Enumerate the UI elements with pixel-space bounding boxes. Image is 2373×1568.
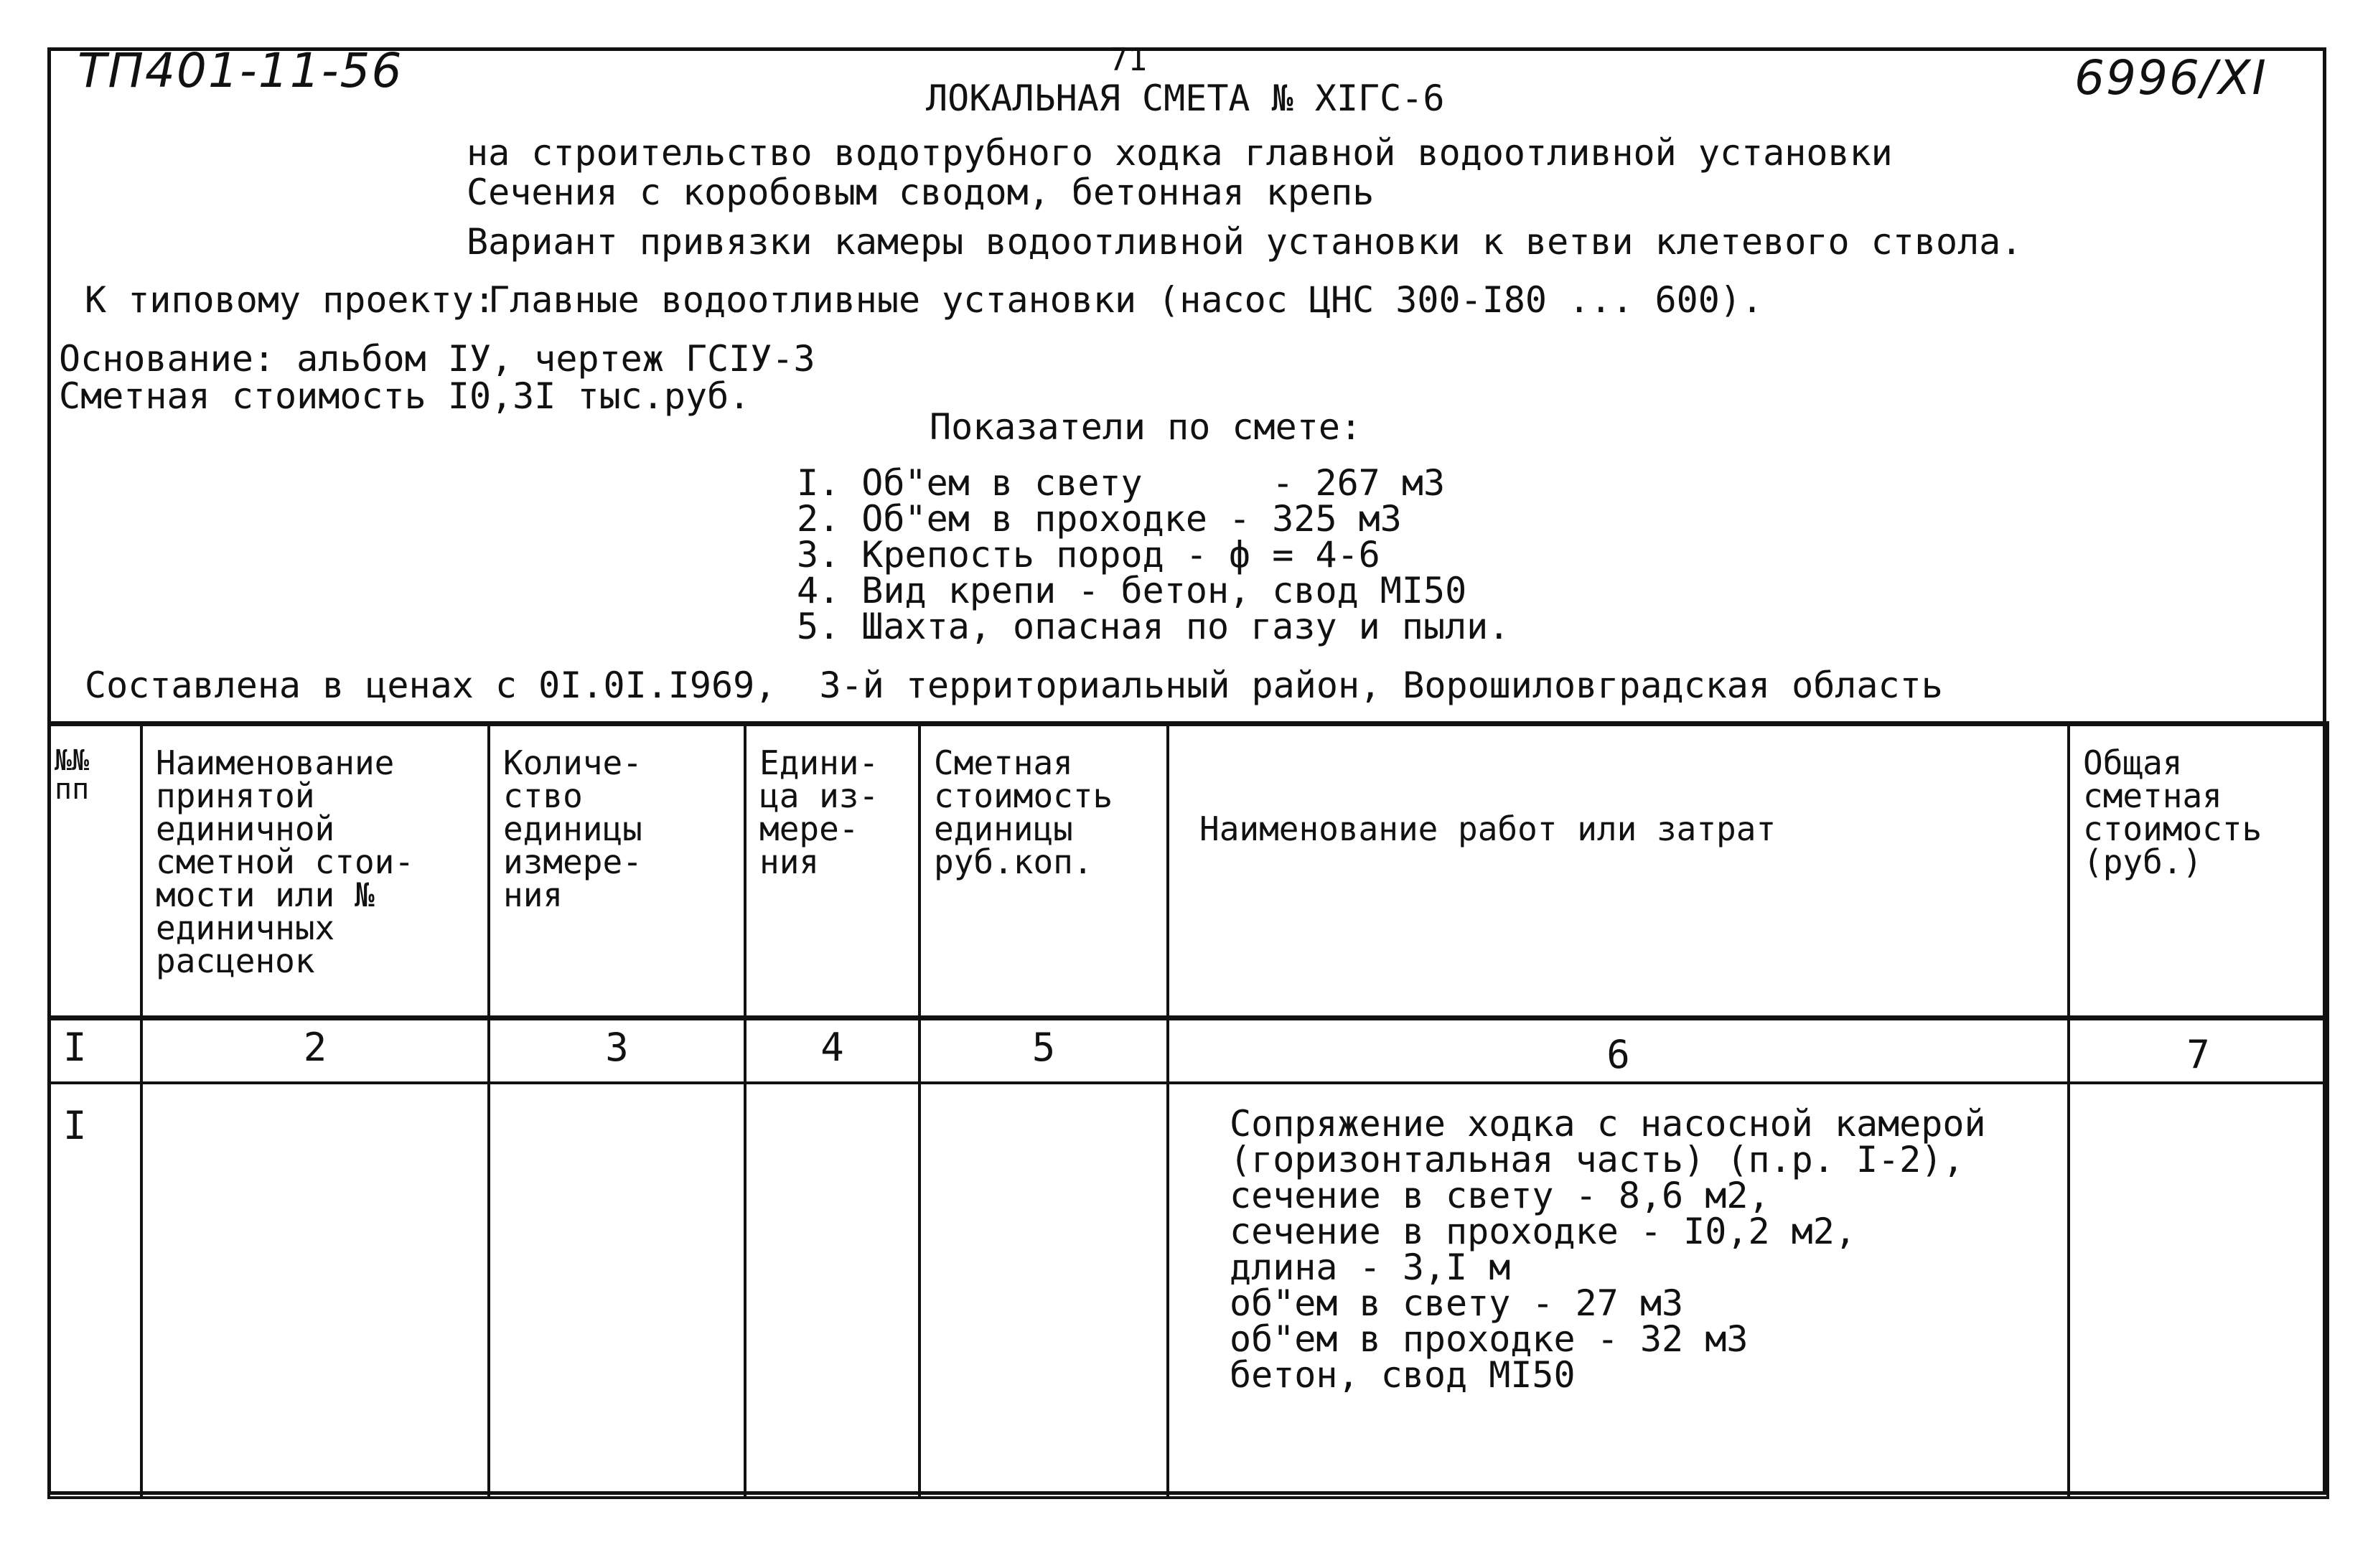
table-row: [49, 1083, 2328, 1498]
column-header: Общая сметная стоимость (руб.): [2069, 724, 2328, 1018]
column-number-row: [49, 1018, 2328, 1083]
prices-line: Составлена в ценах с 0I.0I.I969, 3-й территориальный район, Ворошиловградская область: [85, 665, 1943, 706]
column-number: 2: [141, 1018, 489, 1083]
column-header: Сметная стоимость единицы руб.коп.: [919, 724, 1168, 1018]
column-number: 7: [2069, 1018, 2328, 1083]
handwritten-archive-code: 6996/XI: [2074, 50, 2267, 105]
indicators-title: Показатели по смете:: [930, 406, 1362, 448]
column-number: 6: [1168, 1018, 2069, 1083]
indicator-item: 2. Об"ем в проходке - 325 м3: [797, 498, 1402, 540]
column-number: 5: [919, 1018, 1168, 1083]
basis-line: Основание: альбом IУ, чертеж ГСIУ-3: [59, 338, 815, 380]
column-header: Количе- ство единицы измере- ния: [489, 724, 745, 1018]
empty-cell: [2069, 1083, 2328, 1498]
handwritten-doc-code: ТП401-11-56: [78, 43, 403, 98]
estimate-subtitle-1: на строительство водотрубного ходка главной водоотливной установки: [467, 132, 1893, 174]
estimate-subtitle-2: Сечения с коробовым сводом, бетонная крепь: [467, 172, 1375, 213]
column-number: I: [49, 1018, 141, 1083]
empty-cell: [919, 1083, 1168, 1498]
column-number: 4: [745, 1018, 919, 1083]
indicator-item: 4. Вид крепи - бетон, свод МI50: [797, 570, 1467, 611]
estimate-title: ЛОКАЛЬНАЯ СМЕТА № XIГС-6: [926, 78, 1445, 119]
project-label: К типовому проекту:: [85, 279, 495, 321]
cost-line: Сметная стоимость I0,3I тыс.руб.: [59, 375, 751, 417]
column-header: Наименование принятой единичной сметной стои- мости или № единичных расценок: [141, 724, 489, 1018]
indicator-item: I. Об"ем в свету - 267 м3: [797, 462, 1446, 504]
empty-cell: [745, 1083, 919, 1498]
page-number: 71: [1109, 42, 1147, 78]
row-number-cell: I: [49, 1083, 141, 1498]
column-number: 3: [489, 1018, 745, 1083]
column-header: №№ пп: [49, 724, 141, 1018]
variant-line: Вариант привязки камеры водоотливной установки к ветви клетевого ствола.: [467, 221, 2023, 263]
column-header: Едини- ца из- мере- ния: [745, 724, 919, 1018]
indicator-item: 5. Шахта, опасная по газу и пыли.: [797, 606, 1510, 647]
project-value: Главные водоотливные установки (насос ЦНС 300-I80 ... 600).: [488, 279, 1764, 321]
indicator-item: 3. Крепость пород - ф = 4-6: [797, 534, 1380, 576]
estimate-table: [47, 721, 2329, 1499]
table-header-row: [49, 724, 2328, 1018]
work-description-cell: Сопряжение ходка с насосной камерой (горизонтальная часть) (п.р. I-2), сечение в свету - 8,6 м2, сечение в проходке - I0,2 м2, длина - 3,I м об"ем в свету - 27 м3 об"ем в проходке - 32 м3 бетон, свод МI50: [1168, 1083, 2069, 1498]
empty-cell: [489, 1083, 745, 1498]
column-header: Наименование работ или затрат: [1168, 724, 2069, 1018]
empty-cell: [141, 1083, 489, 1498]
